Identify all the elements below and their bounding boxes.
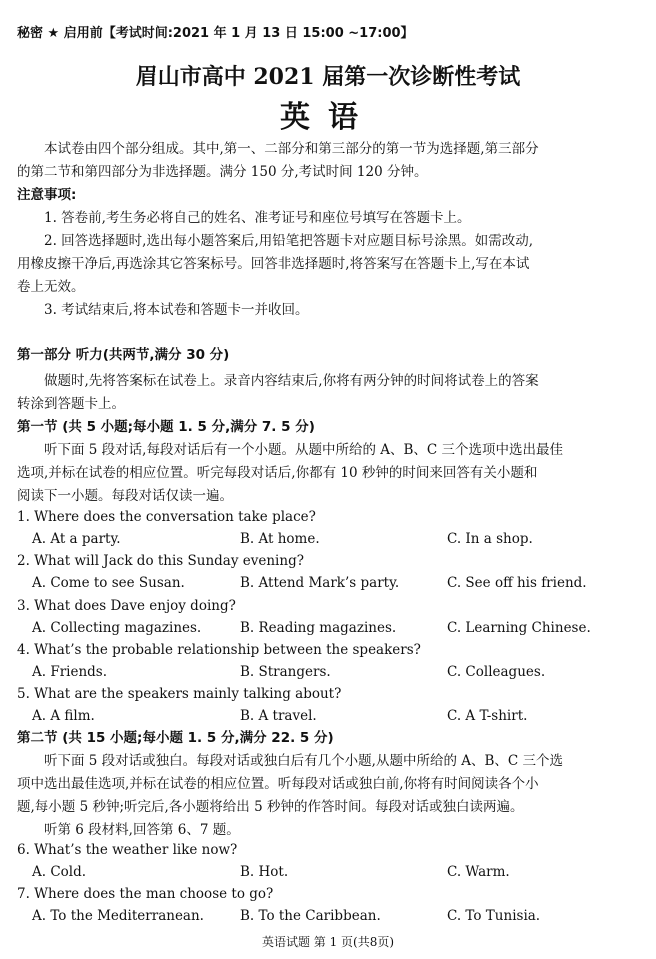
q7-option-c: C. To Tunisia. (447, 908, 541, 924)
q6-option-b: B. Hot. (240, 864, 289, 880)
q6-option-c: C. Warm. (447, 864, 510, 880)
q7-option-b: B. To the Caribbean. (240, 908, 381, 924)
question-2: 2. What will Jack do this Sunday evening? (17, 553, 304, 569)
q3-option-a: A. Collecting magazines. (32, 620, 202, 636)
section2-heading: 第二节 (共 15 小题;每小题 1. 5 分,满分 22. 5 分) (17, 730, 334, 746)
question-3: 3. What does Dave enjoy doing? (17, 598, 236, 614)
section2-desc-1: 听下面 5 段对话或独白。每段对话或独白后有几个小题,从题中所给的 A、B、C 三个选 (44, 753, 564, 769)
section2-desc-2: 项中选出最佳选项,并标在试卷的相应位置。听每段对话或独白前,你将有时间阅读各个小 (17, 776, 539, 792)
q6-option-a: A. Cold. (32, 864, 87, 880)
q1-option-c: C. In a shop. (447, 531, 533, 547)
q5-option-b: B. A travel. (240, 708, 317, 724)
section2-material: 听第 6 段材料,回答第 6、7 题。 (44, 822, 240, 838)
question-7: 7. Where does the man choose to go? (17, 886, 274, 902)
question-4: 4. What’s the probable relationship between the speakers? (17, 642, 421, 658)
q5-option-a: A. A film. (32, 708, 95, 724)
part1-desc-1: 做题时,先将答案标在试卷上。录音内容结束后,你将有两分钟的时间将试卷上的答案 (44, 373, 539, 389)
section2-desc-3: 题,每小题 5 秒钟;听完后,各小题将给出 5 秒钟的作答时间。每段对话或独白读两遍。 (17, 799, 524, 815)
q2-option-a: A. Come to see Susan. (32, 575, 185, 591)
intro-line-1: 本试卷由四个部分组成。其中,第一、二部分和第三部分的第一节为选择题,第三部分 (44, 141, 539, 157)
part1-desc-2: 转涂到答题卡上。 (17, 396, 125, 412)
part1-heading: 第一部分 听力(共两节,满分 30 分) (17, 347, 230, 363)
q1-option-b: B. At home. (240, 531, 320, 547)
q4-option-b: B. Strangers. (240, 664, 331, 680)
q3-option-b: B. Reading magazines. (240, 620, 397, 636)
question-5: 5. What are the speakers mainly talking about? (17, 686, 342, 702)
note-1: 1. 答卷前,考生务必将自己的姓名、准考证号和座位号填写在答题卡上。 (44, 210, 471, 226)
note-2-line-3: 卷上无效。 (17, 279, 85, 295)
q5-option-c: C. A T-shirt. (447, 708, 528, 724)
question-1: 1. Where does the conversation take place? (17, 509, 316, 525)
q2-option-b: B. Attend Mark’s party. (240, 575, 400, 591)
q2-option-c: C. See off his friend. (447, 575, 587, 591)
q1-option-a: A. At a party. (32, 531, 121, 547)
section1-desc-2: 选项,并标在试卷的相应位置。听完每段对话后,你都有 10 秒钟的时间来回答有关小题和 (17, 465, 538, 481)
section1-desc-3: 阅读下一小题。每段对话仅读一遍。 (17, 488, 233, 504)
q4-option-a: A. Friends. (32, 664, 108, 680)
notes-heading: 注意事项: (17, 187, 77, 203)
note-3: 3. 考试结束后,将本试卷和答题卡一并收回。 (44, 302, 309, 318)
q7-option-a: A. To the Mediterranean. (32, 908, 204, 924)
section1-heading: 第一节 (共 5 小题;每小题 1. 5 分,满分 7. 5 分) (17, 419, 315, 435)
question-6: 6. What’s the weather like now? (17, 842, 238, 858)
exam-time-header: 秘密 ★ 启用前【考试时间:2021 年 1 月 13 日 15:00 ~17:00】 (17, 26, 414, 41)
note-2-line-1: 2. 回答选择题时,选出每小题答案后,用铅笔把答题卡对应题目标号涂黑。如需改动, (44, 233, 534, 249)
note-2-line-2: 用橡皮擦干净后,再选涂其它答案标号。回答非选择题时,将答案写在答题卡上,写在本试 (17, 256, 530, 272)
q4-option-c: C. Colleagues. (447, 664, 546, 680)
intro-line-2: 的第二节和第四部分为非选择题。满分 150 分,考试时间 120 分钟。 (17, 164, 428, 180)
page-footer: 英语试题 第 1 页(共8页) (261, 935, 395, 949)
q3-option-c: C. Learning Chinese. (447, 620, 591, 636)
subject-title: 英语 (280, 100, 376, 135)
exam-title: 眉山市高中 2021 届第一次诊断性考试 (135, 64, 521, 90)
section1-desc-1: 听下面 5 段对话,每段对话后有一个小题。从题中所给的 A、B、C 三个选项中选出最佳 (44, 442, 564, 458)
